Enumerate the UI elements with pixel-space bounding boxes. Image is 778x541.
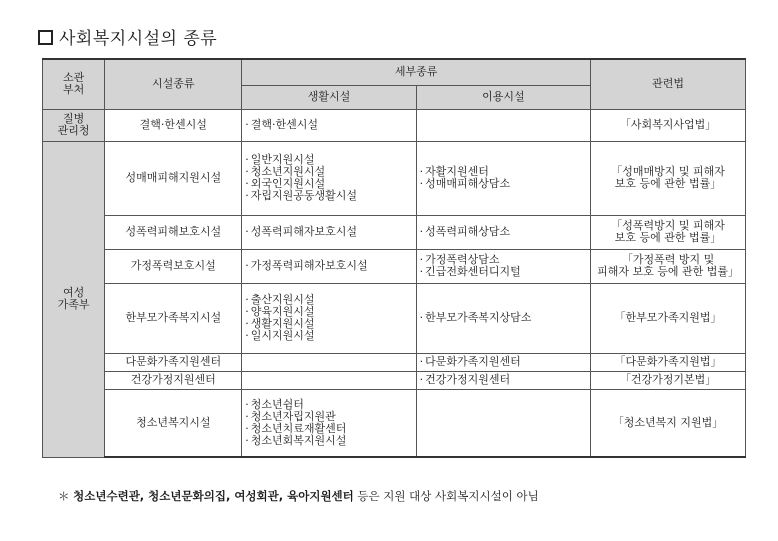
table-row (43, 371, 746, 389)
list-item: · 양육지원시설 (245, 306, 412, 318)
living-cell (242, 353, 416, 371)
square-bullet-icon (38, 30, 53, 45)
list-item: · 청소년지원시설 (245, 166, 412, 178)
list-item: · 성매매피해상담소 (420, 178, 587, 190)
header-detail: 세부종류 (242, 59, 591, 85)
list-item: · 가정폭력피해자보호시설 (245, 260, 412, 272)
list-item: · 성폭력피해상담소 (420, 226, 587, 238)
ministry-cell: 질병 관리청 (43, 109, 105, 141)
living-cell (242, 283, 416, 353)
list-item: · 출산지원시설 (245, 294, 412, 306)
list-item: · 생활지원시설 (245, 318, 412, 330)
header-ministry: 소관 부처 (43, 59, 105, 109)
using-cell (416, 215, 590, 249)
law-cell: 「사회복지사업법」 (591, 109, 746, 141)
facility-cell: 한부모가족복지시설 (105, 283, 242, 353)
note-rest: 등은 지원 대상 사회복지시설이 아님 (353, 489, 539, 503)
list-item: · 일시지원시설 (245, 330, 412, 342)
living-cell (242, 371, 416, 389)
list-item: · 성폭력피해자보호시설 (245, 226, 412, 238)
list-item: · 긴급전화센터디지털 (420, 266, 587, 278)
list-item: · 일반지원시설 (245, 154, 412, 166)
facility-cell: 다문화가족지원센터 (105, 353, 242, 371)
living-cell (242, 215, 416, 249)
using-cell (416, 283, 590, 353)
table-row (43, 109, 746, 141)
list-item: · 한부모가족복지상담소 (420, 312, 587, 324)
table-row (43, 141, 746, 215)
law-cell: 「성매매방지 및 피해자 보호 등에 관한 법률」 (591, 141, 746, 215)
facility-cell: 성매매피해지원시설 (105, 141, 242, 215)
table-row (43, 283, 746, 353)
table-row (43, 353, 746, 371)
list-item: · 청소년쉼터 (245, 399, 412, 411)
note-prefix: ＊ (58, 489, 70, 503)
footnote (58, 488, 539, 504)
law-cell: 「성폭력방지 및 피해자 보호 등에 관한 법률」 (591, 215, 746, 249)
ministry-cell: 여성 가족부 (43, 141, 105, 457)
law-cell: 「건강가정기본법」 (591, 371, 746, 389)
list-item: · 청소년자립지원관 (245, 411, 412, 423)
list-item: · 가정폭력상담소 (420, 254, 587, 266)
law-cell: 「가정폭력 방지 및 피해자 보호 등에 관한 법률」 (591, 249, 746, 283)
header-using: 이용시설 (416, 85, 590, 109)
list-item: · 청소년회복지원시설 (245, 435, 412, 447)
living-cell (242, 249, 416, 283)
list-item: · 외국인지원시설 (245, 178, 412, 190)
facility-cell: 청소년복지시설 (105, 389, 242, 457)
list-item: · 자활지원센터 (420, 166, 587, 178)
header-facility-type: 시설종류 (105, 59, 242, 109)
law-cell: 「청소년복지 지원법」 (591, 389, 746, 457)
facility-cell: 결핵·한센시설 (105, 109, 242, 141)
table-row (43, 389, 746, 457)
using-cell (416, 141, 590, 215)
using-cell (416, 249, 590, 283)
list-item: · 결핵·한센시설 (245, 119, 412, 131)
using-cell (416, 353, 590, 371)
living-cell (242, 389, 416, 457)
header-law: 관련법 (591, 59, 746, 109)
table-row (43, 215, 746, 249)
page-title (38, 24, 217, 49)
list-item: · 다문화가족지원센터 (420, 356, 587, 368)
using-cell (416, 389, 590, 457)
list-item: · 자립지원공동생활시설 (245, 190, 412, 202)
living-cell (242, 141, 416, 215)
list-item: · 건강가정지원센터 (420, 374, 587, 386)
law-cell: 「다문화가족지원법」 (591, 353, 746, 371)
note-bold: 청소년수련관, 청소년문화의집, 여성회관, 육아지원센터 (73, 489, 354, 503)
living-cell (242, 109, 416, 141)
list-item: · 청소년치료재활센터 (245, 423, 412, 435)
using-cell (416, 371, 590, 389)
header-living: 생활시설 (242, 85, 416, 109)
table-row (43, 249, 746, 283)
facility-cell: 가정폭력보호시설 (105, 249, 242, 283)
using-cell (416, 109, 590, 141)
law-cell: 「한부모가족지원법」 (591, 283, 746, 353)
facility-table (42, 58, 746, 458)
facility-cell: 성폭력피해보호시설 (105, 215, 242, 249)
facility-cell: 건강가정지원센터 (105, 371, 242, 389)
title-text: 사회복지시설의 종류 (59, 29, 218, 49)
